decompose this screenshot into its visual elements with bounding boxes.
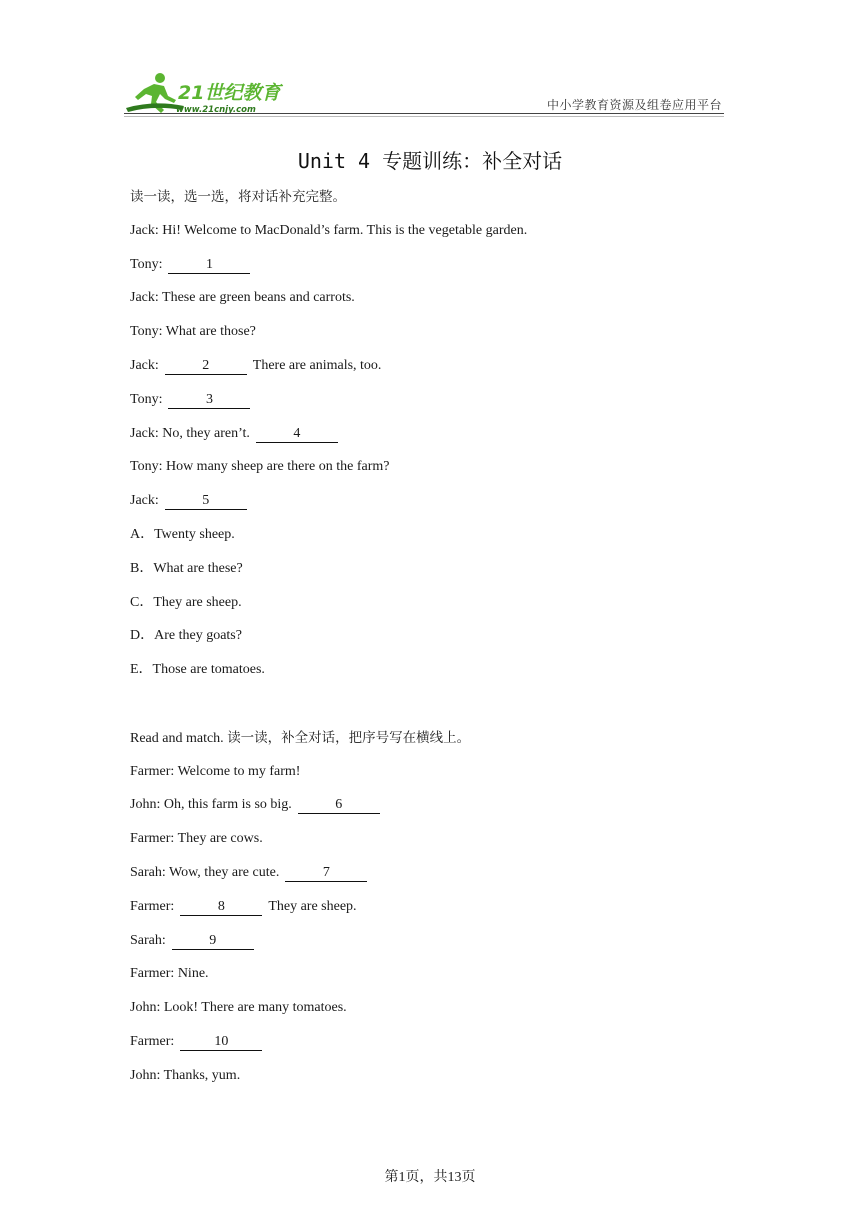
section1-instruction: 读一读，选一选，将对话补充完整。 (130, 189, 346, 205)
dialogue-line (130, 827, 730, 861)
line-text: Jack: These are green beans and carrots. (130, 290, 355, 306)
line-text: Sarah: (130, 932, 166, 948)
answer-blank[interactable]: 5 (165, 493, 247, 510)
worksheet-body (130, 185, 730, 1098)
answer-blank[interactable]: 9 (172, 933, 254, 950)
line-text: Farmer: They are cows. (130, 831, 263, 847)
section2-instruction-en: Read and match. (130, 730, 224, 746)
answer-option: D．Are they goats? (130, 628, 242, 644)
logo-url: www.21cnjy.com (176, 105, 256, 115)
header-divider (124, 113, 724, 114)
answer-blank[interactable]: 10 (180, 1034, 262, 1051)
line-text: Farmer: (130, 898, 175, 914)
dialogue-line (130, 1030, 730, 1064)
dialogue-line (130, 320, 730, 354)
line-text: John: Look! There are many tomatoes. (130, 1000, 347, 1016)
section1-options (130, 523, 730, 692)
answer-blank[interactable]: 7 (285, 865, 367, 882)
answer-blank[interactable]: 8 (180, 899, 262, 916)
answer-blank[interactable]: 4 (256, 426, 338, 443)
dialogue-line (130, 286, 730, 320)
line-text: Tony: (130, 256, 163, 272)
line-text: Farmer: Welcome to my farm! (130, 763, 301, 779)
dialogue-line (130, 489, 730, 523)
answer-option: C．They are sheep. (130, 594, 242, 610)
dialogue-line (130, 793, 730, 827)
section2-instruction-cn: 读一读，补全对话，把序号写在横线上。 (227, 729, 471, 746)
line-text: Farmer: Nine. (130, 966, 209, 982)
answer-blank[interactable]: 2 (165, 358, 247, 375)
dialogue-line (130, 895, 730, 929)
dialogue-line (130, 219, 730, 253)
answer-blank[interactable]: 1 (168, 257, 250, 274)
dialogue-line (130, 996, 730, 1030)
line-text-after: There are animals, too. (252, 357, 382, 373)
page-footer: 第1页，共13页 (384, 1170, 476, 1185)
header-divider-thin (124, 116, 724, 117)
line-text: Sarah: Wow, they are cute. (130, 864, 280, 880)
page-header (124, 66, 724, 116)
dialogue-line (130, 422, 730, 456)
line-text: Jack: (130, 493, 159, 509)
answer-blank[interactable]: 3 (168, 392, 250, 409)
title-main: 专题训练：补全对话 (382, 149, 563, 173)
section-gap (130, 692, 730, 726)
answer-blank[interactable]: 6 (298, 797, 380, 814)
line-text: Tony: How many sheep are there on the farm? (130, 459, 390, 475)
answer-option: A．Twenty sheep. (130, 526, 235, 542)
line-text: Tony: What are those? (130, 324, 256, 340)
dialogue-line (130, 455, 730, 489)
dialogue-line (130, 760, 730, 794)
page-title (0, 145, 860, 174)
dialogue-line (130, 962, 730, 996)
line-text: John: Oh, this farm is so big. (130, 797, 292, 813)
logo-text: 21世纪教育 (178, 82, 281, 104)
section2-instruction (130, 726, 730, 760)
dialogue-line (130, 388, 730, 422)
line-text: Farmer: (130, 1033, 175, 1049)
logo (124, 70, 294, 116)
dialogue-line (130, 861, 730, 895)
title-prefix: Unit 4 (297, 149, 383, 173)
line-text: John: Thanks, yum. (130, 1067, 241, 1083)
line-text: Jack: No, they aren’t. (130, 425, 250, 441)
platform-name: 中小学教育资源及组卷应用平台 (546, 98, 722, 112)
line-text: Jack: Hi! Welcome to MacDonald’s farm. This is the vegetable garden. (130, 222, 528, 238)
line-text: Jack: (130, 357, 159, 373)
dialogue-line (130, 354, 730, 388)
answer-option: B．What are these? (130, 560, 243, 576)
section2-dialogue (130, 760, 730, 1098)
dialogue-line (130, 1064, 730, 1098)
dialogue-line (130, 253, 730, 287)
line-text: Tony: (130, 391, 163, 407)
section1-dialogue (130, 219, 730, 523)
answer-option: E．Those are tomatoes. (130, 662, 265, 678)
dialogue-line (130, 929, 730, 963)
line-text-after: They are sheep. (268, 898, 357, 914)
